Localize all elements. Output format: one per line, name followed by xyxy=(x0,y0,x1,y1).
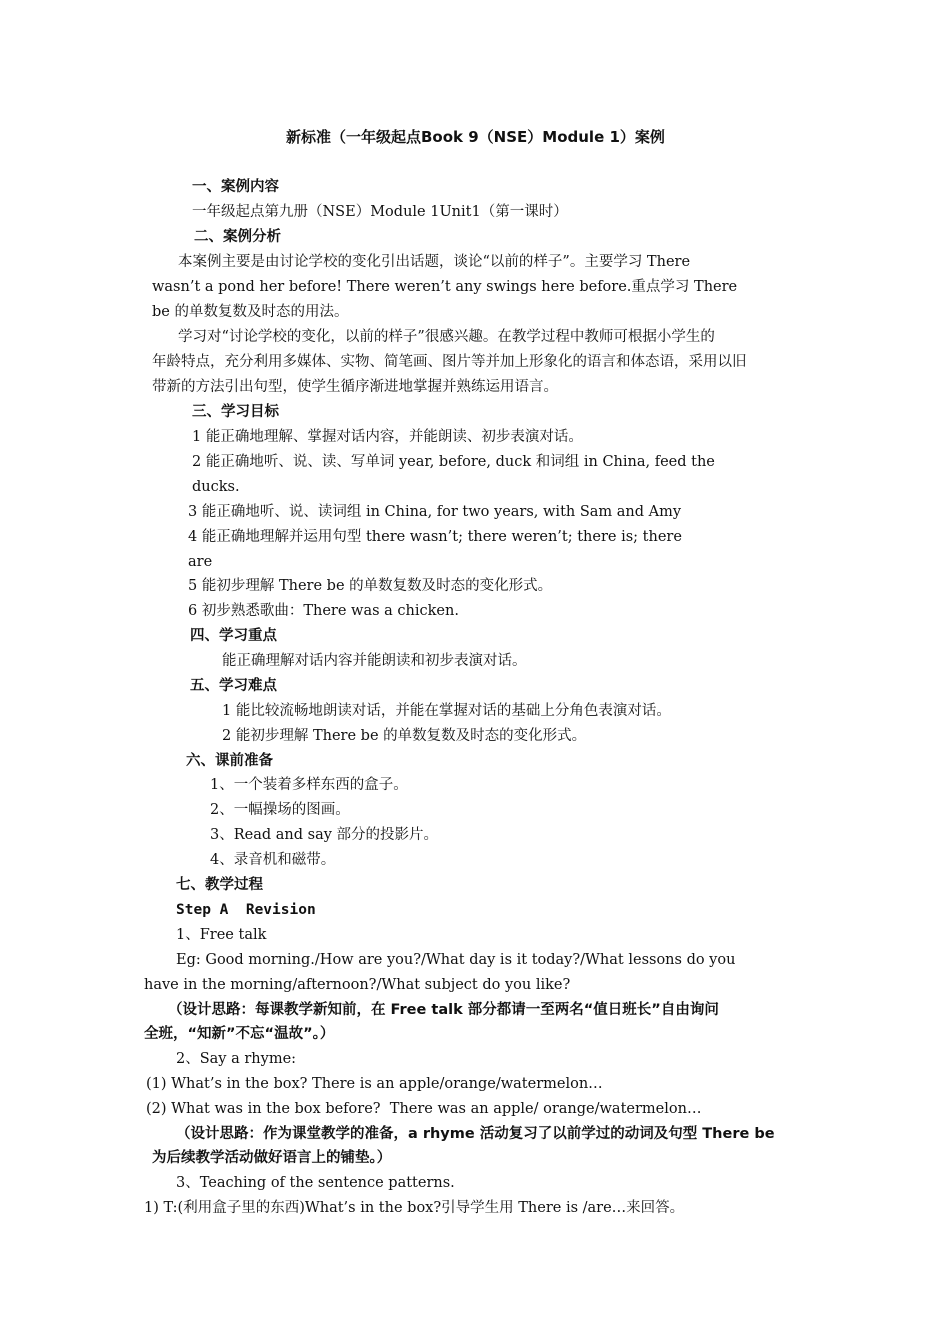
section-heading: 四、学习重点 xyxy=(190,628,277,644)
paragraph: 1、Free talk xyxy=(176,927,267,943)
step-heading: Step A Revision xyxy=(176,902,316,918)
paragraph: 一年级起点第九册（NSE）Module 1Unit1（第一课时） xyxy=(192,204,568,220)
list-item: 1) T:(利用盒子里的东西)What’s in the box?引导学生用 There is /are…来回答。 xyxy=(144,1200,685,1216)
paragraph: be 的单数复数及时态的用法。 xyxy=(152,304,349,320)
design-note: 为后续教学活动做好语言上的铺垫。） xyxy=(152,1150,392,1166)
list-item: 4、录音机和磁带。 xyxy=(210,852,336,868)
section-heading: 六、课前准备 xyxy=(186,753,273,769)
paragraph: Eg: Good morning./How are you?/What day is it today?/What lessons do you xyxy=(176,952,736,968)
list-item: 4 能正确地理解并运用句型 there wasn’t; there weren’t; there is; there xyxy=(188,529,682,545)
list-item: 2、一幅操场的图画。 xyxy=(210,802,350,818)
list-item: (1) What’s in the box? There is an apple/orange/watermelon… xyxy=(146,1076,603,1092)
section-heading: 七、教学过程 xyxy=(176,877,263,893)
list-item: (2) What was in the box before? There was an apple/ orange/watermelon… xyxy=(146,1101,702,1117)
section-heading: 三、学习目标 xyxy=(192,404,279,420)
design-note: （设计思路：作为课堂教学的准备，a rhyme 活动复习了以前学过的动词及句型 There be xyxy=(176,1126,775,1142)
paragraph: 带新的方法引出句型，使学生循序渐进地掌握并熟练运用语言。 xyxy=(152,379,558,395)
list-item: 1 能比较流畅地朗读对话，并能在掌握对话的基础上分角色表演对话。 xyxy=(222,703,671,719)
section-heading: 一、案例内容 xyxy=(192,179,279,195)
list-item: 6 初步熟悉歌曲：There was a chicken. xyxy=(188,603,459,619)
paragraph: 学习对“讨论学校的变化，以前的样子”很感兴趣。在教学过程中教师可根据小学生的 xyxy=(178,329,715,345)
design-note: 全班，“知新”不忘“温故”。） xyxy=(144,1026,335,1042)
section-heading: 二、案例分析 xyxy=(194,229,281,245)
list-item: are xyxy=(188,554,213,570)
section-heading: 五、学习难点 xyxy=(190,678,277,694)
design-note: （设计思路：每课教学新知前，在 Free talk 部分都请一至两名“值日班长”自由询问 xyxy=(168,1002,719,1018)
list-item: 3、Read and say 部分的投影片。 xyxy=(210,827,439,843)
paragraph: 本案例主要是由讨论学校的变化引出话题，谈论“以前的样子”。主要学习 There xyxy=(178,254,691,270)
list-item: 3 能正确地听、说、读词组 in China, for two years, with Sam and Amy xyxy=(188,504,682,520)
list-item: ducks. xyxy=(192,479,240,495)
list-item: 5 能初步理解 There be 的单数复数及时态的变化形式。 xyxy=(188,578,553,594)
paragraph: wasn’t a pond her before! There weren’t any swings here before.重点学习 There xyxy=(152,279,738,295)
list-item: 2 能正确地听、说、读、写单词 year, before, duck 和词组 in China, feed the xyxy=(192,454,715,470)
paragraph: 2、Say a rhyme: xyxy=(176,1051,297,1067)
list-item: 1 能正确地理解、掌握对话内容，并能朗读、初步表演对话。 xyxy=(192,429,583,445)
paragraph: have in the morning/afternoon?/What subject do you like? xyxy=(144,977,571,993)
list-item: 1、一个装着多样东西的盒子。 xyxy=(210,777,408,793)
paragraph: 能正确理解对话内容并能朗读和初步表演对话。 xyxy=(222,653,527,669)
paragraph: 年龄特点，充分利用多媒体、实物、简笔画、图片等并加上形象化的语言和体态语，采用以旧 xyxy=(152,354,747,370)
list-item: 2 能初步理解 There be 的单数复数及时态的变化形式。 xyxy=(222,728,587,744)
paragraph: 3、Teaching of the sentence patterns. xyxy=(176,1175,455,1191)
page-title: 新标准（一年级起点Book 9（NSE）Module 1）案例 xyxy=(286,128,665,146)
